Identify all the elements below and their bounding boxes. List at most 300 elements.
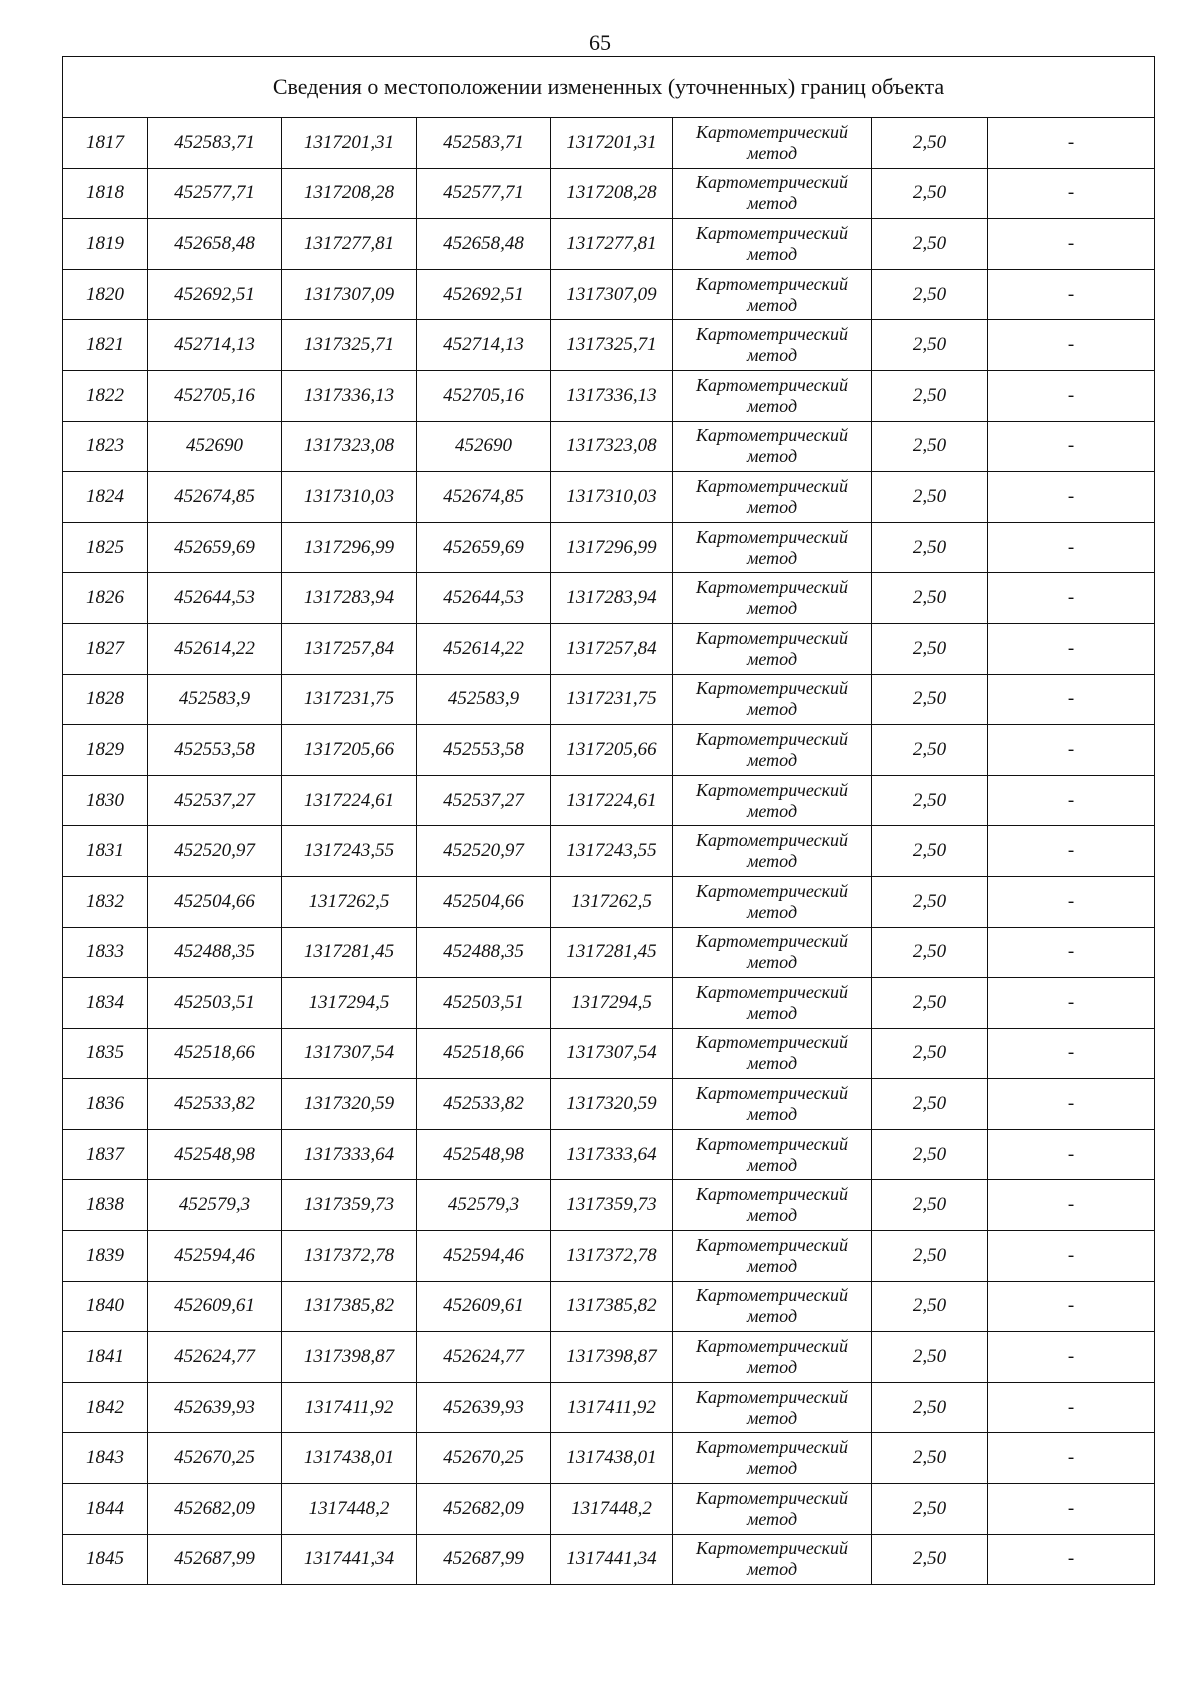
method-cell xyxy=(673,775,872,826)
table-row xyxy=(63,320,1155,371)
y-existing-cell: 1317385,82 xyxy=(282,1281,417,1332)
table-row xyxy=(63,1433,1155,1484)
point-number-cell: 1835 xyxy=(63,1028,148,1079)
point-number-cell: 1821 xyxy=(63,320,148,371)
note-cell: - xyxy=(988,1180,1155,1231)
y-existing-cell: 1317411,92 xyxy=(282,1382,417,1433)
point-number-cell: 1822 xyxy=(63,370,148,421)
x-existing-cell: 452520,97 xyxy=(148,826,282,877)
y-refined-cell: 1317281,45 xyxy=(551,927,673,978)
note-cell: - xyxy=(988,674,1155,725)
note-cell: - xyxy=(988,1332,1155,1383)
accuracy-cell: 2,50 xyxy=(872,1534,988,1585)
accuracy-cell: 2,50 xyxy=(872,623,988,674)
method-cell xyxy=(673,269,872,320)
accuracy-cell: 2,50 xyxy=(872,1129,988,1180)
accuracy-cell: 2,50 xyxy=(872,1382,988,1433)
table-row xyxy=(63,1332,1155,1383)
method-cell xyxy=(673,370,872,421)
x-refined-cell: 452577,71 xyxy=(417,168,551,219)
x-existing-cell: 452579,3 xyxy=(148,1180,282,1231)
method-text: Картометрический xyxy=(695,324,848,345)
method-cell xyxy=(673,219,872,270)
y-refined-cell: 1317310,03 xyxy=(551,472,673,523)
table-row xyxy=(63,522,1155,573)
x-refined-cell: 452670,25 xyxy=(417,1433,551,1484)
method-text: Картометрический xyxy=(695,1032,848,1053)
accuracy-cell: 2,50 xyxy=(872,1028,988,1079)
y-refined-cell: 1317262,5 xyxy=(551,876,673,927)
method-text: Картометрический xyxy=(695,273,848,294)
table-row xyxy=(63,1079,1155,1130)
method-text: Картометрический xyxy=(695,931,848,952)
x-refined-cell: 452594,46 xyxy=(417,1231,551,1282)
y-refined-cell: 1317448,2 xyxy=(551,1484,673,1535)
point-number-cell: 1839 xyxy=(63,1231,148,1282)
method-text: метод xyxy=(746,1458,798,1479)
method-text: метод xyxy=(746,1357,798,1378)
y-refined-cell: 1317283,94 xyxy=(551,573,673,624)
method-text: Картометрический xyxy=(695,374,848,395)
x-existing-cell: 452690 xyxy=(148,421,282,472)
method-text: метод xyxy=(746,345,798,366)
method-cell xyxy=(673,927,872,978)
y-existing-cell: 1317336,13 xyxy=(282,370,417,421)
note-cell: - xyxy=(988,927,1155,978)
y-existing-cell: 1317231,75 xyxy=(282,674,417,725)
method-cell xyxy=(673,1281,872,1332)
table-row xyxy=(63,725,1155,776)
method-text: метод xyxy=(746,1407,798,1428)
x-refined-cell: 452692,51 xyxy=(417,269,551,320)
table-row xyxy=(63,623,1155,674)
method-text: метод xyxy=(746,800,798,821)
method-text: метод xyxy=(746,446,798,467)
y-refined-cell: 1317277,81 xyxy=(551,219,673,270)
table-row xyxy=(63,1231,1155,1282)
note-cell: - xyxy=(988,118,1155,169)
y-existing-cell: 1317320,59 xyxy=(282,1079,417,1130)
x-refined-cell: 452624,77 xyxy=(417,1332,551,1383)
accuracy-cell: 2,50 xyxy=(872,168,988,219)
x-existing-cell: 452577,71 xyxy=(148,168,282,219)
accuracy-cell: 2,50 xyxy=(872,320,988,371)
method-cell xyxy=(673,1484,872,1535)
method-cell xyxy=(673,168,872,219)
y-refined-cell: 1317201,31 xyxy=(551,118,673,169)
y-existing-cell: 1317448,2 xyxy=(282,1484,417,1535)
note-cell: - xyxy=(988,1433,1155,1484)
method-cell xyxy=(673,623,872,674)
y-refined-cell: 1317441,34 xyxy=(551,1534,673,1585)
y-existing-cell: 1317281,45 xyxy=(282,927,417,978)
y-existing-cell: 1317438,01 xyxy=(282,1433,417,1484)
note-cell: - xyxy=(988,269,1155,320)
note-cell: - xyxy=(988,219,1155,270)
method-text: метод xyxy=(746,598,798,619)
table-row xyxy=(63,927,1155,978)
method-text: Картометрический xyxy=(695,222,848,243)
accuracy-cell: 2,50 xyxy=(872,219,988,270)
x-existing-cell: 452658,48 xyxy=(148,219,282,270)
accuracy-cell: 2,50 xyxy=(872,826,988,877)
point-number-cell: 1824 xyxy=(63,472,148,523)
x-refined-cell: 452533,82 xyxy=(417,1079,551,1130)
x-refined-cell: 452614,22 xyxy=(417,623,551,674)
method-text: Картометрический xyxy=(695,1083,848,1104)
method-text: Картометрический xyxy=(695,526,848,547)
note-cell: - xyxy=(988,978,1155,1029)
table-row xyxy=(63,370,1155,421)
note-cell: - xyxy=(988,623,1155,674)
table-row xyxy=(63,269,1155,320)
y-existing-cell: 1317294,5 xyxy=(282,978,417,1029)
y-refined-cell: 1317294,5 xyxy=(551,978,673,1029)
method-text: Картометрический xyxy=(695,1437,848,1458)
method-cell xyxy=(673,522,872,573)
x-refined-cell: 452674,85 xyxy=(417,472,551,523)
note-cell: - xyxy=(988,168,1155,219)
method-cell xyxy=(673,573,872,624)
boundary-coordinates-table xyxy=(62,56,1155,1585)
method-cell xyxy=(673,1028,872,1079)
accuracy-cell: 2,50 xyxy=(872,927,988,978)
x-refined-cell: 452714,13 xyxy=(417,320,551,371)
table-row xyxy=(63,1484,1155,1535)
accuracy-cell: 2,50 xyxy=(872,522,988,573)
x-existing-cell: 452614,22 xyxy=(148,623,282,674)
table-row xyxy=(63,1028,1155,1079)
accuracy-cell: 2,50 xyxy=(872,421,988,472)
method-cell xyxy=(673,472,872,523)
point-number-cell: 1826 xyxy=(63,573,148,624)
table-row xyxy=(63,1129,1155,1180)
point-number-cell: 1841 xyxy=(63,1332,148,1383)
x-existing-cell: 452518,66 xyxy=(148,1028,282,1079)
method-text: Картометрический xyxy=(695,425,848,446)
method-cell xyxy=(673,118,872,169)
y-refined-cell: 1317205,66 xyxy=(551,725,673,776)
x-existing-cell: 452670,25 xyxy=(148,1433,282,1484)
x-existing-cell: 452488,35 xyxy=(148,927,282,978)
x-existing-cell: 452503,51 xyxy=(148,978,282,1029)
table-row xyxy=(63,826,1155,877)
point-number-cell: 1832 xyxy=(63,876,148,927)
method-cell xyxy=(673,826,872,877)
table-row xyxy=(63,573,1155,624)
note-cell: - xyxy=(988,1534,1155,1585)
point-number-cell: 1829 xyxy=(63,725,148,776)
accuracy-cell: 2,50 xyxy=(872,472,988,523)
note-cell: - xyxy=(988,1028,1155,1079)
method-text: Картометрический xyxy=(695,830,848,851)
method-text: метод xyxy=(746,547,798,568)
note-cell: - xyxy=(988,370,1155,421)
method-text: Картометрический xyxy=(695,728,848,749)
note-cell: - xyxy=(988,876,1155,927)
y-refined-cell: 1317208,28 xyxy=(551,168,673,219)
x-existing-cell: 452624,77 xyxy=(148,1332,282,1383)
x-existing-cell: 452705,16 xyxy=(148,370,282,421)
method-cell xyxy=(673,1534,872,1585)
page-number: 65 xyxy=(589,30,611,55)
table-row xyxy=(63,876,1155,927)
point-number-cell: 1831 xyxy=(63,826,148,877)
note-cell: - xyxy=(988,1382,1155,1433)
note-cell: - xyxy=(988,1281,1155,1332)
method-text: Картометрический xyxy=(695,475,848,496)
y-refined-cell: 1317359,73 xyxy=(551,1180,673,1231)
y-existing-cell: 1317325,71 xyxy=(282,320,417,371)
y-existing-cell: 1317201,31 xyxy=(282,118,417,169)
x-refined-cell: 452537,27 xyxy=(417,775,551,826)
x-existing-cell: 452687,99 xyxy=(148,1534,282,1585)
point-number-cell: 1825 xyxy=(63,522,148,573)
y-existing-cell: 1317208,28 xyxy=(282,168,417,219)
method-text: метод xyxy=(746,1255,798,1276)
y-refined-cell: 1317411,92 xyxy=(551,1382,673,1433)
x-refined-cell: 452504,66 xyxy=(417,876,551,927)
method-text: Картометрический xyxy=(695,1234,848,1255)
accuracy-cell: 2,50 xyxy=(872,1281,988,1332)
table-title: Сведения о местоположении измененных (уточненных) границ объекта xyxy=(63,57,1155,118)
x-refined-cell: 452690 xyxy=(417,421,551,472)
point-number-cell: 1827 xyxy=(63,623,148,674)
method-text: Картометрический xyxy=(695,1487,848,1508)
x-existing-cell: 452537,27 xyxy=(148,775,282,826)
x-refined-cell: 452488,35 xyxy=(417,927,551,978)
method-cell xyxy=(673,725,872,776)
y-existing-cell: 1317224,61 xyxy=(282,775,417,826)
method-text: метод xyxy=(746,699,798,720)
x-refined-cell: 452583,71 xyxy=(417,118,551,169)
accuracy-cell: 2,50 xyxy=(872,269,988,320)
x-existing-cell: 452609,61 xyxy=(148,1281,282,1332)
table-row xyxy=(63,775,1155,826)
x-existing-cell: 452714,13 xyxy=(148,320,282,371)
point-number-cell: 1823 xyxy=(63,421,148,472)
method-text: метод xyxy=(746,1306,798,1327)
y-refined-cell: 1317257,84 xyxy=(551,623,673,674)
method-text: метод xyxy=(746,142,798,163)
accuracy-cell: 2,50 xyxy=(872,1484,988,1535)
y-existing-cell: 1317262,5 xyxy=(282,876,417,927)
table-row xyxy=(63,168,1155,219)
y-existing-cell: 1317243,55 xyxy=(282,826,417,877)
y-refined-cell: 1317320,59 xyxy=(551,1079,673,1130)
accuracy-cell: 2,50 xyxy=(872,1079,988,1130)
x-refined-cell: 452705,16 xyxy=(417,370,551,421)
method-cell xyxy=(673,1332,872,1383)
table-row xyxy=(63,1382,1155,1433)
x-existing-cell: 452583,71 xyxy=(148,118,282,169)
table-row xyxy=(63,1534,1155,1585)
method-text: Картометрический xyxy=(695,1285,848,1306)
y-refined-cell: 1317243,55 xyxy=(551,826,673,877)
y-refined-cell: 1317325,71 xyxy=(551,320,673,371)
table-row xyxy=(63,219,1155,270)
note-cell: - xyxy=(988,1129,1155,1180)
y-existing-cell: 1317398,87 xyxy=(282,1332,417,1383)
point-number-cell: 1817 xyxy=(63,118,148,169)
x-refined-cell: 452687,99 xyxy=(417,1534,551,1585)
note-cell: - xyxy=(988,421,1155,472)
method-cell xyxy=(673,421,872,472)
accuracy-cell: 2,50 xyxy=(872,1180,988,1231)
y-refined-cell: 1317385,82 xyxy=(551,1281,673,1332)
y-existing-cell: 1317323,08 xyxy=(282,421,417,472)
y-existing-cell: 1317307,54 xyxy=(282,1028,417,1079)
y-existing-cell: 1317296,99 xyxy=(282,522,417,573)
method-text: Картометрический xyxy=(695,981,848,1002)
method-cell xyxy=(673,978,872,1029)
point-number-cell: 1837 xyxy=(63,1129,148,1180)
method-text: метод xyxy=(746,901,798,922)
note-cell: - xyxy=(988,725,1155,776)
x-existing-cell: 452594,46 xyxy=(148,1231,282,1282)
x-existing-cell: 452659,69 xyxy=(148,522,282,573)
x-refined-cell: 452583,9 xyxy=(417,674,551,725)
accuracy-cell: 2,50 xyxy=(872,118,988,169)
point-number-cell: 1838 xyxy=(63,1180,148,1231)
x-refined-cell: 452518,66 xyxy=(417,1028,551,1079)
method-text: метод xyxy=(746,952,798,973)
table-row xyxy=(63,118,1155,169)
x-existing-cell: 452639,93 xyxy=(148,1382,282,1433)
method-text: метод xyxy=(746,1002,798,1023)
accuracy-cell: 2,50 xyxy=(872,1332,988,1383)
x-refined-cell: 452503,51 xyxy=(417,978,551,1029)
x-existing-cell: 452682,09 xyxy=(148,1484,282,1535)
method-cell xyxy=(673,320,872,371)
point-number-cell: 1843 xyxy=(63,1433,148,1484)
table-row xyxy=(63,1180,1155,1231)
method-text: метод xyxy=(746,243,798,264)
x-existing-cell: 452644,53 xyxy=(148,573,282,624)
table-row xyxy=(63,674,1155,725)
point-number-cell: 1819 xyxy=(63,219,148,270)
point-number-cell: 1842 xyxy=(63,1382,148,1433)
note-cell: - xyxy=(988,1079,1155,1130)
note-cell: - xyxy=(988,775,1155,826)
accuracy-cell: 2,50 xyxy=(872,725,988,776)
method-text: метод xyxy=(746,749,798,770)
table-row xyxy=(63,978,1155,1029)
x-refined-cell: 452548,98 xyxy=(417,1129,551,1180)
y-refined-cell: 1317307,54 xyxy=(551,1028,673,1079)
y-existing-cell: 1317333,64 xyxy=(282,1129,417,1180)
point-number-cell: 1833 xyxy=(63,927,148,978)
method-cell xyxy=(673,1382,872,1433)
accuracy-cell: 2,50 xyxy=(872,1433,988,1484)
x-existing-cell: 452674,85 xyxy=(148,472,282,523)
x-existing-cell: 452553,58 xyxy=(148,725,282,776)
y-refined-cell: 1317398,87 xyxy=(551,1332,673,1383)
method-text: метод xyxy=(746,1205,798,1226)
y-refined-cell: 1317224,61 xyxy=(551,775,673,826)
y-existing-cell: 1317372,78 xyxy=(282,1231,417,1282)
table-row xyxy=(63,1281,1155,1332)
x-refined-cell: 452682,09 xyxy=(417,1484,551,1535)
method-text: Картометрический xyxy=(695,1386,848,1407)
x-refined-cell: 452553,58 xyxy=(417,725,551,776)
accuracy-cell: 2,50 xyxy=(872,370,988,421)
method-text: Картометрический xyxy=(695,880,848,901)
method-text: метод xyxy=(746,1104,798,1125)
table-row xyxy=(63,421,1155,472)
y-refined-cell: 1317231,75 xyxy=(551,674,673,725)
y-refined-cell: 1317336,13 xyxy=(551,370,673,421)
note-cell: - xyxy=(988,826,1155,877)
method-text: Картометрический xyxy=(695,779,848,800)
x-existing-cell: 452504,66 xyxy=(148,876,282,927)
x-existing-cell: 452583,9 xyxy=(148,674,282,725)
method-text: Картометрический xyxy=(695,678,848,699)
method-text: метод xyxy=(746,1559,798,1580)
method-text: метод xyxy=(746,1508,798,1529)
method-text: Картометрический xyxy=(695,627,848,648)
y-existing-cell: 1317441,34 xyxy=(282,1534,417,1585)
point-number-cell: 1840 xyxy=(63,1281,148,1332)
y-refined-cell: 1317296,99 xyxy=(551,522,673,573)
x-existing-cell: 452533,82 xyxy=(148,1079,282,1130)
x-existing-cell: 452548,98 xyxy=(148,1129,282,1180)
method-text: метод xyxy=(746,1053,798,1074)
accuracy-cell: 2,50 xyxy=(872,573,988,624)
method-cell xyxy=(673,674,872,725)
method-text: метод xyxy=(746,496,798,517)
y-existing-cell: 1317257,84 xyxy=(282,623,417,674)
method-text: метод xyxy=(746,1154,798,1175)
point-number-cell: 1830 xyxy=(63,775,148,826)
method-cell xyxy=(673,1079,872,1130)
point-number-cell: 1836 xyxy=(63,1079,148,1130)
accuracy-cell: 2,50 xyxy=(872,775,988,826)
point-number-cell: 1828 xyxy=(63,674,148,725)
accuracy-cell: 2,50 xyxy=(872,978,988,1029)
x-refined-cell: 452609,61 xyxy=(417,1281,551,1332)
method-text: метод xyxy=(746,193,798,214)
x-existing-cell: 452692,51 xyxy=(148,269,282,320)
point-number-cell: 1844 xyxy=(63,1484,148,1535)
y-refined-cell: 1317323,08 xyxy=(551,421,673,472)
method-cell xyxy=(673,1433,872,1484)
method-text: Картометрический xyxy=(695,1184,848,1205)
y-existing-cell: 1317359,73 xyxy=(282,1180,417,1231)
table-title-row xyxy=(63,57,1155,118)
y-existing-cell: 1317307,09 xyxy=(282,269,417,320)
y-refined-cell: 1317333,64 xyxy=(551,1129,673,1180)
x-refined-cell: 452639,93 xyxy=(417,1382,551,1433)
accuracy-cell: 2,50 xyxy=(872,876,988,927)
accuracy-cell: 2,50 xyxy=(872,1231,988,1282)
y-refined-cell: 1317438,01 xyxy=(551,1433,673,1484)
method-text: Картометрический xyxy=(695,121,848,142)
method-cell xyxy=(673,876,872,927)
method-text: метод xyxy=(746,851,798,872)
method-text: Картометрический xyxy=(695,1538,848,1559)
method-cell xyxy=(673,1231,872,1282)
method-text: Картометрический xyxy=(695,1336,848,1357)
y-existing-cell: 1317277,81 xyxy=(282,219,417,270)
y-existing-cell: 1317310,03 xyxy=(282,472,417,523)
point-number-cell: 1834 xyxy=(63,978,148,1029)
method-text: метод xyxy=(746,294,798,315)
note-cell: - xyxy=(988,522,1155,573)
method-text: метод xyxy=(746,395,798,416)
table-row xyxy=(63,472,1155,523)
x-refined-cell: 452644,53 xyxy=(417,573,551,624)
